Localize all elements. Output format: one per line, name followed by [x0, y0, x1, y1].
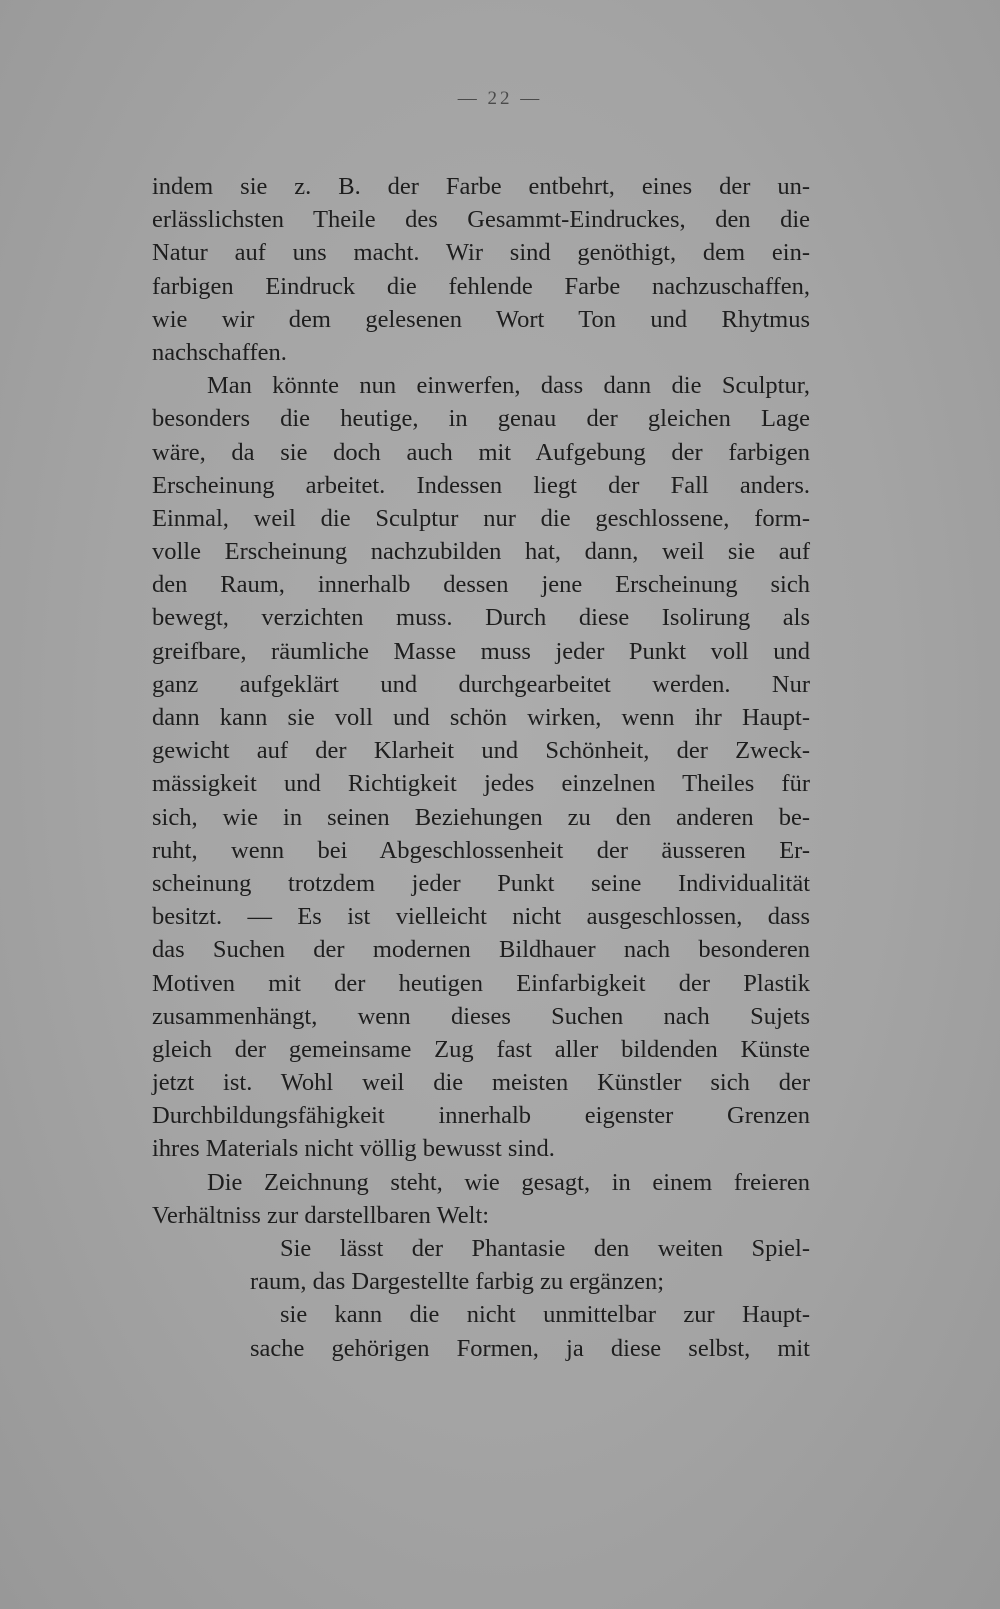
text-line: jetzt ist. Wohl weil die meisten Künstler sich der [152, 1069, 810, 1097]
paragraph-start: Die Zeichnung steht, wie gesagt, in einem freieren [207, 1168, 810, 1196]
text-line: nachschaffen. [152, 338, 287, 366]
text-line: gewicht auf der Klarheit und Schönheit, der Zweck- [152, 737, 810, 765]
text-line: ganz aufgeklärt und durchgearbeitet werden. Nur [152, 670, 810, 698]
text-line: dann kann sie voll und schön wirken, wenn ihr Haupt- [152, 704, 810, 731]
text-line: erlässlichsten Theile des Gesammt-Eindruckes, den die [152, 206, 810, 234]
indented-line: sache gehörigen Formen, ja diese selbst, mit [250, 1334, 810, 1362]
text-line: sich, wie in seinen Beziehungen zu den anderen be- [152, 803, 810, 831]
text-line: Einmal, weil die Sculptur nur die geschlossene, form- [152, 504, 810, 532]
indented-line: Sie lässt der Phantasie den weiten Spiel- [280, 1235, 810, 1262]
text-line: Durchbildungsfähigkeit innerhalb eigenster Grenzen [152, 1102, 810, 1130]
text-line: zusammenhängt, wenn dieses Suchen nach Sujets [152, 1002, 810, 1030]
body-text [152, 170, 810, 1365]
text-line: volle Erscheinung nachzubilden hat, dann, weil sie auf [152, 538, 810, 566]
text-line: ihres Materials nicht völlig bewusst sind. [152, 1135, 555, 1163]
text-line: mässigkeit und Richtigkeit jedes einzelnen Theiles für [152, 770, 810, 798]
indented-line: raum, das Dargestellte farbig zu ergänzen; [250, 1268, 665, 1296]
text-line: greifbare, räumliche Masse muss jeder Punkt voll und [152, 637, 810, 665]
text-line: bewegt, verzichten muss. Durch diese Isolirung als [152, 604, 810, 632]
text-line: farbigen Eindruck die fehlende Farbe nachzuschaffen, [152, 272, 810, 300]
text-line: den Raum, innerhalb dessen jene Erscheinung sich [152, 571, 810, 599]
text-line: das Suchen der modernen Bildhauer nach besonderen [152, 936, 810, 964]
page-number: — 22 — [457, 88, 543, 109]
text-line: wäre, da sie doch auch mit Aufgebung der farbigen [152, 438, 810, 466]
text-line: scheinung trotzdem jeder Punkt seine Individualität [152, 869, 810, 897]
text-line: Motiven mit der heutigen Einfarbigkeit der Plastik [152, 969, 810, 997]
text-line: indem sie z. B. der Farbe entbehrt, eines der un- [152, 173, 810, 200]
indented-line: sie kann die nicht unmittelbar zur Haupt- [280, 1301, 810, 1329]
text-line: ruht, wenn bei Abgeschlossenheit der äusseren Er- [152, 836, 810, 864]
text-line: Verhältniss zur darstellbaren Welt: [152, 1201, 490, 1229]
text-line: wie wir dem gelesenen Wort Ton und Rhytmus [152, 305, 810, 333]
text-line: besonders die heutige, in genau der gleichen Lage [152, 405, 810, 433]
paragraph-start: Man könnte nun einwerfen, dass dann die Sculptur, [207, 372, 810, 400]
text-line: gleich der gemeinsame Zug fast aller bildenden Künste [152, 1035, 810, 1063]
text-line: Natur auf uns macht. Wir sind genöthigt, dem ein- [152, 239, 810, 267]
text-line: Erscheinung arbeitet. Indessen liegt der Fall anders. [152, 471, 810, 499]
text-line: besitzt. — Es ist vielleicht nicht ausgeschlossen, dass [152, 903, 810, 931]
